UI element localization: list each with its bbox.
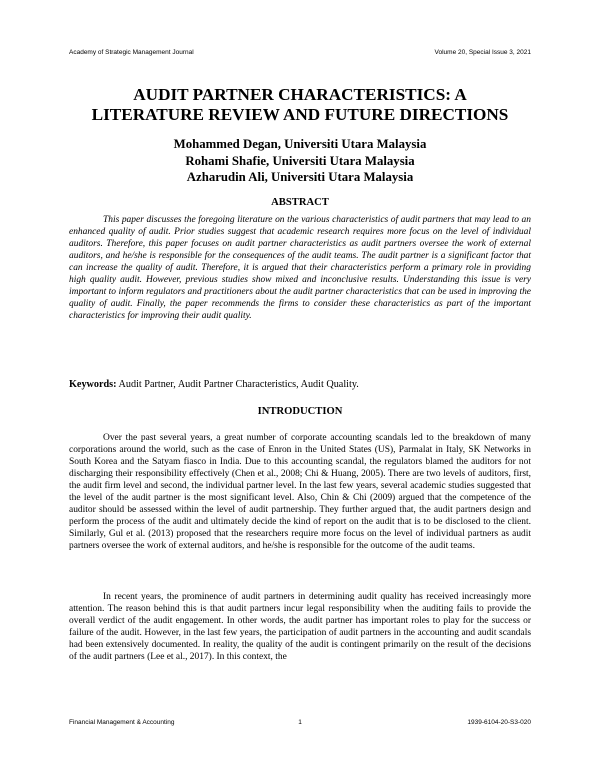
- introduction-heading: INTRODUCTION: [257, 406, 343, 417]
- introduction-paragraph-1: Over the past several years, a great number of corporate accounting scandals led to the breakdown of many corporations around the world, such as the case of Enron in the United States (US), Parmalat in Italy, SK Networks in South Korea and the Satyam fiasco in India. Due to this accounting scandal, the regulators blamed the auditors for not discharging their responsibility effectively (Chen et al., 2008; Chi & Huang, 2005). There are two levels of auditors, first, the audit firm level and second, the individual partner level. In the last few years, several academic studies suggested that the level of the audit partner is the most significant level. Also, Chin & Chi (2009) argued that the competence of the auditor should be assessed within the level of audit partnership. They further argued that, the audit partners design and perform the process of the audit and ultimately decide the kind of report on the audit that is to be disclosed to the client. Similarly, Gul et al. (2013) proposed that the researchers require more focus on the level of individual partners as audit partners oversee the work of external auditors, and he/she is responsible for the outcome of the audit teams.: [69, 433, 531, 552]
- author-1: Mohammed Degan, Universiti Utara Malaysia: [173, 137, 427, 151]
- title-line-2: LITERATURE REVIEW AND FUTURE DIRECTIONS: [91, 105, 509, 124]
- page-footer: [69, 719, 531, 729]
- volume-issue: Volume 20, Special Issue 3, 2021: [434, 49, 531, 56]
- author-list: [60, 136, 540, 186]
- title-line-1: AUDIT PARTNER CHARACTERISTICS: A: [133, 85, 467, 104]
- author-2: Rohami Shafie, Universiti Utara Malaysia: [185, 153, 415, 168]
- abstract-text: This paper discusses the foregoing literature on the various characteristics of audit partners that may lead to an enhanced quality of audit. Prior studies suggest that academic research requires more focus on the level of individual auditors. Therefore, this paper focuses on audit partner characteristics as audit partners oversee the work of external auditors, and he/she is responsible for the consequences of the audit teams. The audit partner is a significant factor that can increase the quality of audit. Therefore, it is argued that their characteristics perform a primary role in providing high quality audit. However, previous studies show mixed and inconclusive results. Understanding this issue is very important to inform regulators and practitioners about the audit partner characteristics that can be used in improving the quality of audit. Finally, the paper recommends the firms to consider these characteristics as part of the important characteristics for improving their audit quality.: [69, 215, 531, 322]
- issn: 1939-6104-20-S3-020: [467, 719, 531, 726]
- author-3: Azharudin Ali, Universiti Utara Malaysia: [186, 170, 414, 185]
- keywords-text: Audit Partner, Audit Partner Characteristics, Audit Quality.: [118, 379, 359, 390]
- paper-title: [60, 85, 540, 125]
- keywords: [69, 379, 531, 390]
- abstract-heading: ABSTRACT: [271, 197, 329, 208]
- keywords-label: Keywords:: [69, 379, 117, 390]
- running-header: [69, 49, 531, 59]
- introduction-paragraph-2: In recent years, the prominence of audit partners in determining audit quality has received increasingly more attention. The reason behind this is that audit partners incur legal responsibility when the auditing fails to provide the overall verdict of the audit engagement. In other words, the audit partner has important roles to play for the success or failure of the audit. However, in the last few years, the participation of audit partners in the accounting and audit scandals had been extensively documented. In reality, the quality of the audit is contingent primarily on the result of the decisions of the audit partners (Lee et al., 2017). In this context, the: [69, 592, 531, 663]
- journal-name: Academy of Strategic Management Journal: [69, 49, 194, 56]
- page-number: 1: [298, 719, 302, 726]
- footer-section: Financial Management & Accounting: [69, 719, 175, 726]
